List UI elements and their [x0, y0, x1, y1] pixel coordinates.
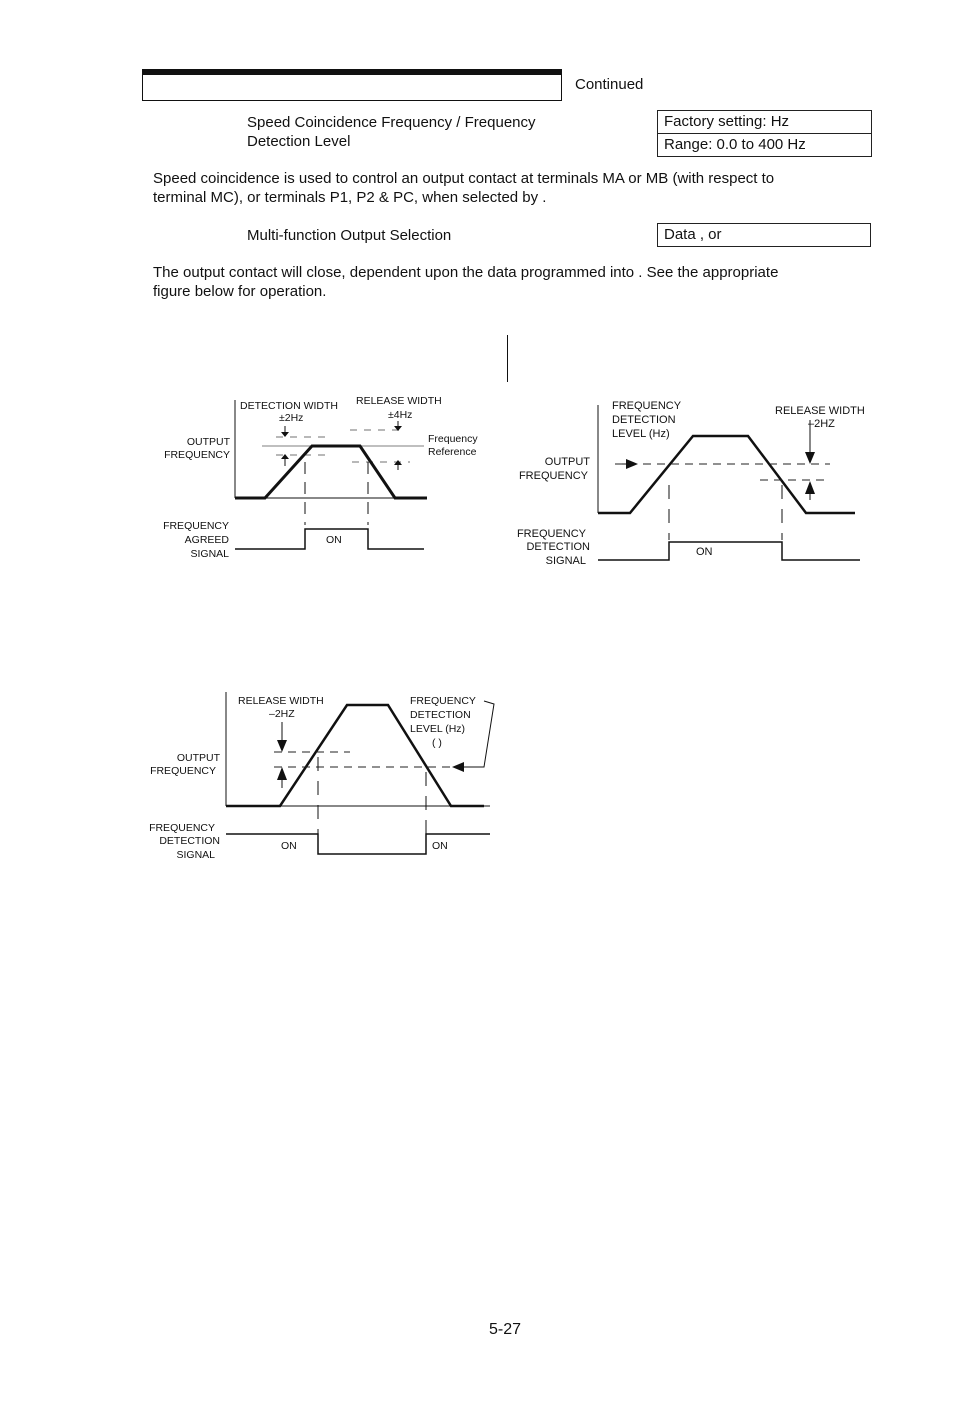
fig2-signal-label-3: SIGNAL [545, 555, 586, 567]
fig1-signal-label-1: FREQUENCY [163, 520, 229, 532]
fig3-on-label-1: ON [281, 840, 297, 852]
figure-frequency-detection-2 [140, 688, 500, 868]
fig2-signal-label-1: FREQUENCY [516, 528, 586, 540]
figure-frequency-detection-1 [510, 390, 870, 570]
fig1-release-width-value: ±4Hz [388, 409, 413, 421]
param1-title: Speed Coincidence Frequency / Frequency Detection Level [247, 114, 536, 150]
paragraph-speed-coincidence: Speed coincidence is used to control an output contact at terminals MA or MB (with respect to terminal MC), or terminals P1, P2 & PC, when selected by . [153, 170, 775, 206]
fig3-level-label-2: DETECTION [410, 709, 471, 721]
fig3-level-label-4: ( ) [432, 737, 442, 749]
fig3-signal-label-3: SIGNAL [176, 849, 215, 861]
fig1-detection-width-label: DETECTION WIDTH [240, 400, 338, 412]
fig2-level-label-1: FREQUENCY [612, 400, 682, 412]
fig3-level-label-3: LEVEL (Hz) [410, 723, 466, 735]
fig1-on-label: ON [326, 534, 342, 546]
fig3-level-label-1: FREQUENCY [410, 695, 476, 707]
setting-range: Range: 0.0 to 400 Hz [658, 133, 871, 156]
fig3-signal-label-2: DETECTION [159, 835, 220, 847]
fig2-output-label-2: FREQUENCY [518, 470, 588, 482]
fig1-detection-width-value: ±2Hz [279, 412, 304, 424]
fig2-output-label-1: OUTPUT [544, 456, 590, 468]
header-box [142, 69, 562, 101]
param1-settings-box [657, 110, 872, 157]
fig2-level-label-2: DETECTION [612, 414, 676, 426]
fig1-output-label-2: FREQUENCY [164, 449, 230, 461]
fig3-signal-label-1: FREQUENCY [149, 822, 215, 834]
fig3-release-width-label: RELEASE WIDTH [238, 695, 324, 707]
param2-data: Data , or [664, 226, 722, 243]
section-header-bar [142, 69, 562, 101]
fig1-arrow-down-head [281, 432, 289, 437]
fig1-arrow-up-right-head [394, 460, 402, 465]
factory-setting: Factory setting: Hz [664, 113, 790, 130]
fig1-release-width-label: RELEASE WIDTH [356, 395, 442, 407]
fig1-frequency-reference-label-2: Reference [428, 446, 477, 458]
fig2-level-arrow-head [626, 459, 638, 469]
fig1-frequency-reference-label-1: Frequency [428, 433, 478, 445]
fig3-detection-signal [226, 834, 490, 854]
fig2-detection-signal [598, 542, 860, 560]
page-number: 5-27 [489, 1321, 522, 1338]
fig2-level-label-3: LEVEL (Hz) [612, 428, 670, 440]
fig2-on-label: ON [696, 546, 713, 558]
fig3-release-arrow-down-head [277, 740, 287, 752]
fig2-output-frequency-curve [598, 436, 855, 513]
figure-frequency-agreed [140, 385, 510, 575]
fig3-output-label-2: FREQUENCY [150, 765, 216, 777]
fig3-output-label-1: OUTPUT [176, 752, 220, 764]
fig2-release-width-label: RELEASE WIDTH [775, 405, 865, 417]
fig3-release-width-value: –2HZ [269, 708, 295, 720]
fig3-level-arrow-head [452, 762, 464, 772]
fig2-release-arrow-down-head [805, 452, 815, 464]
param2-data-box [657, 223, 871, 247]
fig1-output-frequency-curve [235, 446, 427, 498]
param2-title: Multi-function Output Selection [247, 227, 452, 244]
continued-label: Continued [575, 76, 644, 93]
paragraph-output-contact: The output contact will close, dependent upon the data programmed into . See the appropriate figure below for operation. [153, 264, 779, 300]
fig2-release-arrow-up-head [805, 481, 815, 494]
figure-separator [507, 335, 508, 382]
fig3-release-arrow-up-head [277, 767, 287, 780]
fig3-on-label-2: ON [432, 840, 448, 852]
fig1-output-label-1: OUTPUT [186, 436, 230, 448]
fig2-release-width-value: –2HZ [808, 418, 835, 430]
fig1-signal-label-3: SIGNAL [190, 548, 229, 560]
fig2-signal-label-2: DETECTION [526, 541, 590, 553]
fig1-signal-label-2: AGREED [184, 534, 229, 546]
